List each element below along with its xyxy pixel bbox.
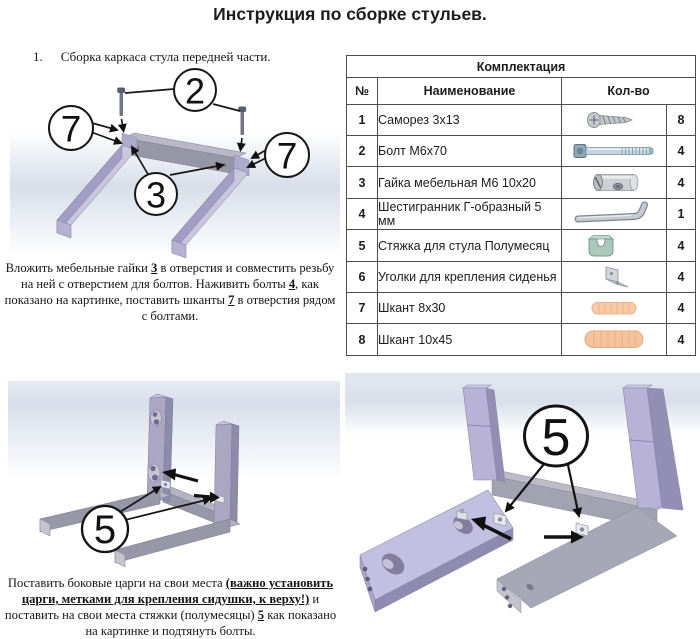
side-frame-diagram: [8, 373, 340, 575]
cam-bracket-left: [161, 480, 170, 489]
table-row: [347, 105, 696, 136]
part-name: Шестигранник Г-образный 5 мм: [378, 199, 562, 230]
parts-table: [346, 55, 696, 356]
part-num: 3: [347, 167, 378, 199]
table-row: [347, 293, 696, 324]
step1-instructions: Вложить мебельные гайки 3 в отверстия и совместить резьбу на ней с отверстием для болтов. Наживить болты 4, как показано на картинке, поставить шканты 7 в отверстия рядом с болтами.: [4, 261, 336, 323]
part-qty: 4: [667, 230, 696, 262]
callout-bolts-2: [174, 69, 216, 112]
svg-text:2: 2: [184, 70, 206, 112]
bolt-left: [117, 88, 125, 132]
front-frame-diagram: [10, 66, 340, 261]
part-name: Шкант 8х30: [378, 293, 562, 324]
seat-rail-front: [115, 519, 240, 567]
svg-text:7: 7: [60, 108, 82, 150]
part-name: Уголки для крепления сиденья: [378, 262, 562, 293]
part-qty: 4: [667, 293, 696, 324]
callout-cams-5: [525, 406, 588, 467]
part-name: Саморез 3х13: [378, 105, 562, 136]
part-num: 4: [347, 199, 378, 230]
barrel-nut-icon: [564, 167, 664, 198]
callout-dowels-7-left: [49, 106, 93, 150]
part-num: 5: [347, 230, 378, 262]
part-image-cell: [562, 293, 667, 324]
side-rail-right: [497, 507, 677, 613]
svg-text:7: 7: [276, 135, 298, 177]
step1-title: Сборка каркаса стула передней части.: [60, 49, 271, 64]
part-name: Шкант 10х45: [378, 324, 562, 356]
part-image-cell: [562, 324, 667, 356]
corner-bracket-icon: [564, 262, 664, 292]
corner-detail-diagram: [345, 368, 700, 637]
part-qty: 8: [667, 105, 696, 136]
page-title: Инструкция по сборке стульев.: [213, 4, 487, 24]
table-row: [347, 167, 696, 199]
step1-number: 1.: [33, 49, 43, 64]
table-row: [347, 262, 696, 293]
table-row: [347, 199, 696, 230]
part-qty: 4: [667, 167, 696, 199]
part-name: Стяжка для стула Полумесяц: [378, 230, 562, 262]
svg-text:5: 5: [541, 409, 571, 467]
part-image-cell: [562, 230, 667, 262]
parts-table-title: Комплектация: [347, 56, 696, 78]
part-image-cell: [562, 167, 667, 199]
step1-heading: [33, 49, 271, 65]
table-row: [347, 136, 696, 167]
screw-icon: [564, 105, 664, 135]
part-num: 8: [347, 324, 378, 356]
part-image-cell: [562, 199, 667, 230]
callout-cams-5: [82, 506, 128, 552]
part-qty: 4: [667, 324, 696, 356]
part-image-cell: [562, 105, 667, 136]
table-row: [347, 230, 696, 262]
part-num: 6: [347, 262, 378, 293]
render-background: [8, 381, 340, 481]
part-name: Болт М6х70: [378, 136, 562, 167]
part-image-cell: [562, 262, 667, 293]
back-post-right: [214, 421, 239, 524]
bolt-icon: [564, 136, 664, 166]
part-name: Гайка мебельная М6 10х20: [378, 167, 562, 199]
callout-nuts-3: [135, 173, 177, 216]
svg-text:5: 5: [93, 508, 117, 552]
col-header-qty: Кол-во: [562, 78, 696, 105]
svg-text:3: 3: [145, 174, 167, 216]
part-num: 7: [347, 293, 378, 324]
step2-instructions: Поставить боковые царги на свои места (важно установить царги, метками для крепления сидушки, к верху!) и поставить на свои места стяжки (полумесяцы) 5 как показано на картинке и подтянуть болты.: [4, 576, 337, 638]
col-header-num: №: [347, 78, 378, 105]
part-qty: 4: [667, 262, 696, 293]
side-rail-left: [360, 490, 513, 612]
dowel-icon: [564, 324, 664, 355]
part-num: 1: [347, 105, 378, 136]
part-num: 2: [347, 136, 378, 167]
half-moon-bracket-icon: [564, 230, 664, 261]
dowel-icon: [564, 293, 664, 323]
part-image-cell: [562, 136, 667, 167]
part-qty: 1: [667, 199, 696, 230]
table-row: [347, 324, 696, 356]
part-qty: 4: [667, 136, 696, 167]
hex-key-icon: [564, 199, 664, 229]
callout-dowels-7-right: [265, 133, 309, 177]
col-header-name: Наименование: [378, 78, 562, 105]
